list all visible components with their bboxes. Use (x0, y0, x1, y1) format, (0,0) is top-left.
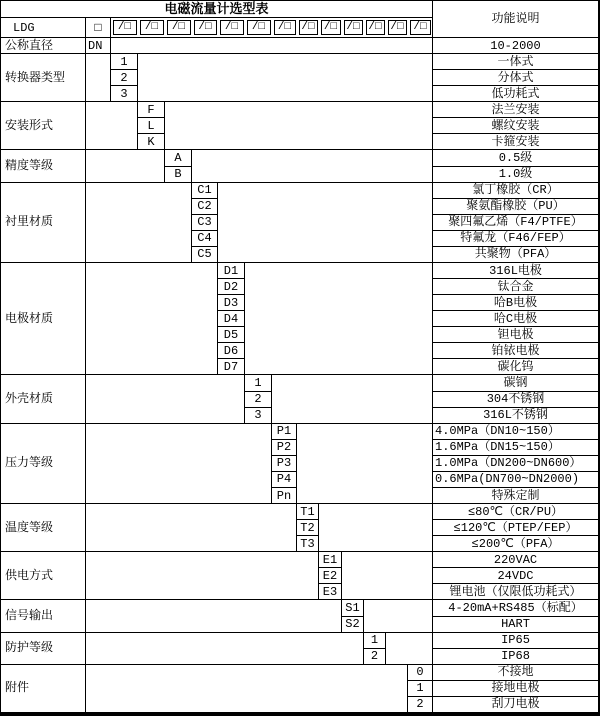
section-code: D3 (218, 295, 245, 311)
section-desc: 钛合金 (433, 279, 598, 295)
section-desc: 哈C电极 (433, 311, 598, 327)
section-code: C3 (192, 215, 218, 231)
code-placeholder-box: /□ (366, 20, 385, 35)
section-desc: 哈B电极 (433, 295, 598, 311)
section-desc: 碳钢 (433, 375, 598, 391)
section-code: C1 (192, 183, 218, 199)
model-code-box-cell (218, 18, 245, 38)
section-gap (386, 633, 433, 665)
section-desc: 刮刀电极 (433, 697, 598, 713)
code-placeholder-box: /□ (140, 20, 164, 35)
code-placeholder-box: /□ (220, 20, 244, 35)
section-code: C2 (192, 199, 218, 215)
section-desc: 卡箍安装 (433, 134, 598, 150)
section-desc: 聚四氟乙烯（F4/PTFE） (433, 215, 598, 231)
section-gap (218, 183, 433, 263)
model-code-box-cell (319, 18, 342, 38)
section-code: C4 (192, 231, 218, 247)
model-code-box-cell (297, 18, 319, 38)
code-placeholder-box: /□ (274, 20, 296, 35)
section-code: D5 (218, 327, 245, 343)
model-prefix-label: LDG (1, 18, 86, 38)
section-label: 温度等级 (1, 504, 86, 552)
section-label: 电极材质 (1, 263, 86, 376)
section-desc: 分体式 (433, 70, 598, 86)
section-label: 衬里材质 (1, 183, 86, 263)
section-desc: 氯丁橡胶（CR） (433, 183, 598, 199)
model-code-box-cell (138, 18, 165, 38)
section-label: 信号输出 (1, 600, 86, 632)
section-desc: IP68 (433, 649, 598, 665)
section-gap (297, 424, 433, 504)
section-gap (138, 54, 433, 102)
section-gap (165, 102, 433, 150)
section-label: 压力等级 (1, 424, 86, 504)
code-placeholder-box: /□ (344, 20, 363, 35)
section-code: 2 (245, 392, 272, 408)
section-desc: 碳化钨 (433, 359, 598, 375)
code-placeholder-box: /□ (299, 20, 318, 35)
section-code: 3 (111, 86, 138, 102)
section-code: T2 (297, 520, 319, 536)
section-code: B (165, 167, 192, 183)
section-label: 公称直径 (1, 38, 86, 54)
section-desc: 聚氨酯橡胶（PU） (433, 199, 598, 215)
section-code: D7 (218, 359, 245, 375)
section-desc: 铂铱电极 (433, 343, 598, 359)
section-label: 外壳材质 (1, 375, 86, 423)
section-label: 安装形式 (1, 102, 86, 150)
section-code: 3 (245, 408, 272, 424)
section-code: S1 (342, 600, 364, 616)
section-label: 供电方式 (1, 552, 86, 600)
section-code: 2 (364, 649, 386, 665)
section-gap (86, 102, 138, 150)
section-desc: 24VDC (433, 568, 598, 584)
section-gap (86, 263, 218, 376)
model-code-box-cell (165, 18, 192, 38)
section-desc: 220VAC (433, 552, 598, 568)
section-code: D2 (218, 279, 245, 295)
section-desc: 法兰安装 (433, 102, 598, 118)
model-code-box-cell (364, 18, 386, 38)
section-code: F (138, 102, 165, 118)
model-code-box-cell (408, 18, 433, 38)
model-code-box-cell (111, 18, 138, 38)
section-code: DN (86, 38, 111, 54)
section-gap (86, 375, 245, 423)
section-gap (86, 183, 192, 263)
section-code: 1 (364, 633, 386, 649)
section-gap (86, 552, 319, 600)
section-code: D4 (218, 311, 245, 327)
section-gap (272, 375, 433, 423)
section-code: P4 (272, 472, 297, 488)
section-code: Pn (272, 488, 297, 504)
function-column-header: 功能说明 (433, 1, 598, 38)
section-gap (86, 600, 342, 632)
section-desc: 0.5级 (433, 150, 598, 166)
section-desc: 不接地 (433, 665, 598, 681)
section-code: C5 (192, 247, 218, 263)
table-title: 电磁流量计选型表 (1, 1, 433, 18)
section-desc: 锂电池（仅限低功耗式） (433, 584, 598, 600)
model-code-box-cell (192, 18, 218, 38)
section-desc: 10-2000 (433, 38, 598, 54)
section-gap (364, 600, 433, 632)
section-desc: 1.0MPa（DN200~DN600） (433, 456, 598, 472)
section-desc: HART (433, 617, 598, 633)
section-desc: 0.6MPa(DN700~DN2000) (433, 472, 598, 488)
section-desc: 1.6MPa（DN15~150） (433, 440, 598, 456)
section-gap (86, 504, 297, 552)
section-label: 附件 (1, 665, 86, 713)
section-desc: 特殊定制 (433, 488, 598, 504)
model-code-box-cell (342, 18, 364, 38)
section-desc: 316L电极 (433, 263, 598, 279)
section-code: 1 (245, 375, 272, 391)
code-placeholder-box: /□ (247, 20, 271, 35)
section-code: 1 (111, 54, 138, 70)
section-gap (192, 150, 433, 182)
section-desc: 316L不锈钢 (433, 408, 598, 424)
section-gap (86, 150, 165, 182)
code-placeholder-box: /□ (113, 20, 137, 35)
section-code: T3 (297, 536, 319, 552)
section-code: P3 (272, 456, 297, 472)
section-desc: 钽电极 (433, 327, 598, 343)
section-desc: 低功耗式 (433, 86, 598, 102)
section-desc: 1.0级 (433, 167, 598, 183)
section-code: E2 (319, 568, 342, 584)
code-placeholder-box: /□ (410, 20, 431, 35)
section-desc: 共聚物（PFA） (433, 247, 598, 263)
section-label: 防护等级 (1, 633, 86, 665)
section-desc: 接地电极 (433, 681, 598, 697)
section-code: 1 (408, 681, 433, 697)
section-code: T1 (297, 504, 319, 520)
section-code: D6 (218, 343, 245, 359)
section-gap (319, 504, 433, 552)
section-gap (86, 665, 408, 713)
section-gap (86, 424, 272, 504)
code-placeholder-box: /□ (321, 20, 341, 35)
section-desc: 304不锈钢 (433, 392, 598, 408)
code-placeholder-box: /□ (167, 20, 191, 35)
section-desc: 4-20mA+RS485（标配） (433, 600, 598, 616)
code-placeholder-box: /□ (194, 20, 217, 35)
section-code: D1 (218, 263, 245, 279)
section-code: 2 (408, 697, 433, 713)
section-desc: ≤200℃（PFA） (433, 536, 598, 552)
section-gap (86, 54, 111, 102)
section-code: P1 (272, 424, 297, 440)
model-code-box-cell (245, 18, 272, 38)
section-gap (86, 633, 364, 665)
section-code: K (138, 134, 165, 150)
section-desc: ≤120℃（PTEP/FEP） (433, 520, 598, 536)
section-code: 0 (408, 665, 433, 681)
section-desc: IP65 (433, 633, 598, 649)
section-desc: 4.0MPa（DN10~150） (433, 424, 598, 440)
model-base-code-box: □ (86, 18, 111, 38)
section-desc: 螺纹安装 (433, 118, 598, 134)
model-code-box-cell (386, 18, 408, 38)
section-code: P2 (272, 440, 297, 456)
section-code: S2 (342, 617, 364, 633)
section-code: A (165, 150, 192, 166)
section-desc: 一体式 (433, 54, 598, 70)
section-code: L (138, 118, 165, 134)
section-desc: ≤80℃（CR/PU） (433, 504, 598, 520)
section-gap (111, 38, 433, 54)
section-desc: 特氟龙（F46/FEP） (433, 231, 598, 247)
section-code: E3 (319, 584, 342, 600)
section-label: 转换器类型 (1, 54, 86, 102)
section-label: 精度等级 (1, 150, 86, 182)
section-code: E1 (319, 552, 342, 568)
model-code-box-cell (272, 18, 297, 38)
section-code: 2 (111, 70, 138, 86)
code-placeholder-box: /□ (388, 20, 407, 35)
section-gap (245, 263, 433, 376)
section-gap (342, 552, 433, 600)
